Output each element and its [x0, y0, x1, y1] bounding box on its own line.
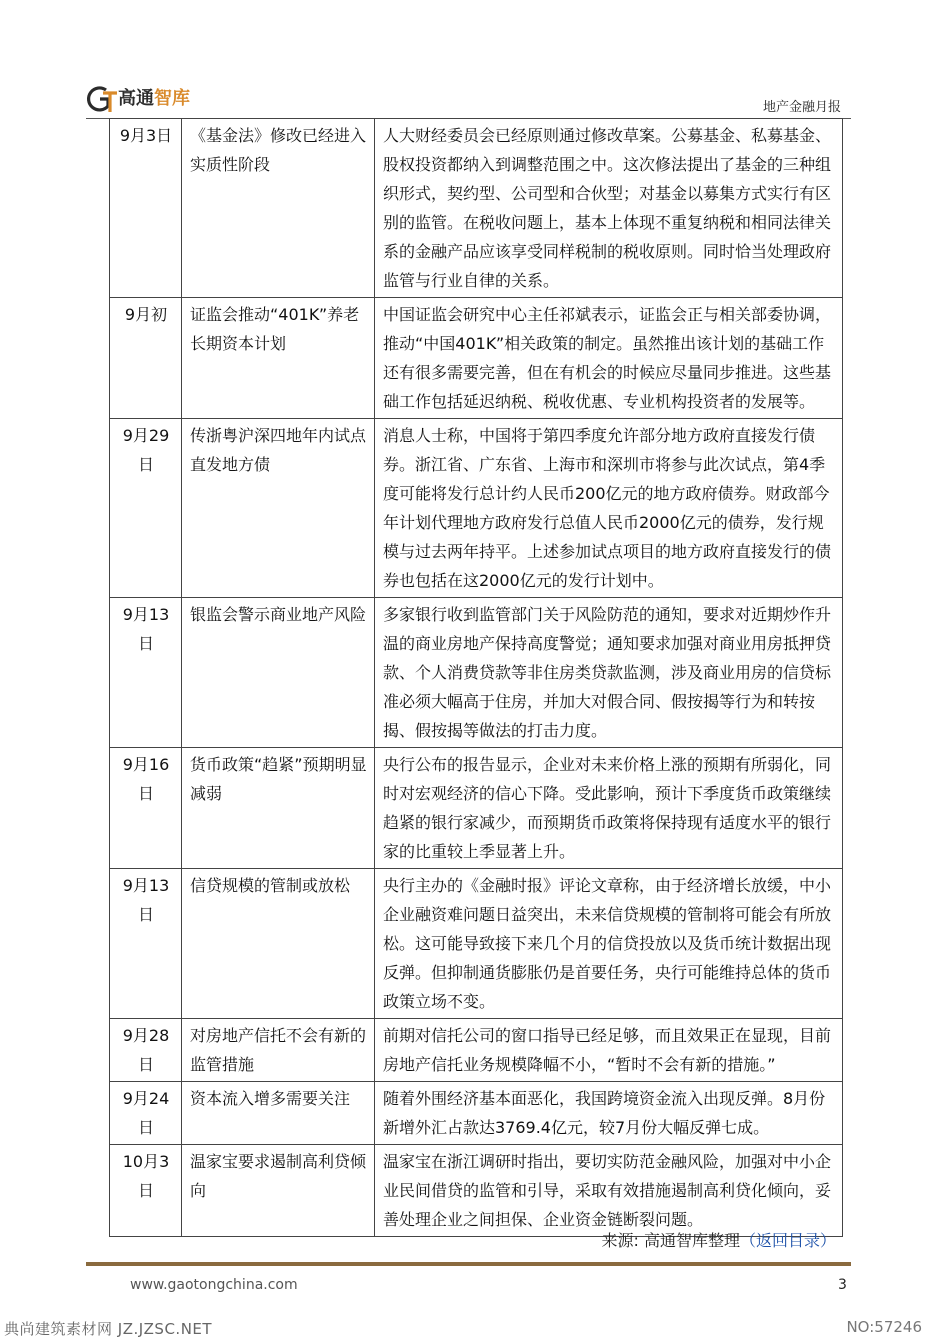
table-row: [110, 598, 843, 748]
row-date: 9月24日: [110, 1082, 182, 1145]
news-table: [109, 118, 843, 1237]
table-row: [110, 1145, 843, 1237]
logo-icon: [86, 84, 118, 114]
table-row: [110, 748, 843, 869]
table-row: [110, 1082, 843, 1145]
row-title: 传浙粤沪深四地年内试点直发地方债: [182, 419, 375, 598]
source-note: [602, 1228, 837, 1251]
row-date: 9月16日: [110, 748, 182, 869]
watermark-left: 典尚建筑素材网 JZ.JZSC.NET: [4, 1320, 213, 1338]
row-body: 央行主办的《金融时报》评论文章称，由于经济增长放缓，中小企业融资难问题日益突出，未来信贷规模的管制将可能会有所放松。这可能导致接下来几个月的信贷投放以及货币统计数据出现反弹。但抑制通货膨胀仍是首要任务，央行可能维持总体的货币政策立场不变。: [375, 869, 843, 1019]
watermark-right: NO:57246: [846, 1318, 922, 1336]
logo: [86, 84, 190, 114]
row-body: 中国证监会研究中心主任祁斌表示，证监会正与相关部委协调，推动“中国401K”相关政策的制定。虽然推出该计划的基础工作还有很多需要完善，但在有机会的时候应尽量同步推进。这些基础工作包括延迟纳税、税收优惠、专业机构投资者的发展等。: [375, 298, 843, 419]
row-date: 9月初: [110, 298, 182, 419]
row-date: 9月29日: [110, 419, 182, 598]
row-body: 央行公布的报告显示，企业对未来价格上涨的预期有所弱化，同时对宏观经济的信心下降。受此影响，预计下季度货币政策继续趋紧的银行家减少，而预期货币政策将保持现有适度水平的银行家的比重较上季显著上升。: [375, 748, 843, 869]
logo-text-main: 高通: [118, 88, 154, 109]
table-row: [110, 119, 843, 298]
row-body: 人大财经委员会已经原则通过修改草案。公募基金、私募基金、股权投资都纳入到调整范围之中。这次修法提出了基金的三种组织形式，契约型、公司型和合伙型；对基金以募集方式实行有区别的监管。在税收问题上，基本上体现不重复纳税和相同法律关系的金融产品应该享受同样税制的税收原则。同时恰当处理政府监管与行业自律的关系。: [375, 119, 843, 298]
row-title: 信贷规模的管制或放松: [182, 869, 375, 1019]
logo-text-accent: 智库: [154, 88, 190, 109]
row-date: 9月3日: [110, 119, 182, 298]
row-date: 9月13日: [110, 598, 182, 748]
logo-text: [118, 84, 190, 114]
row-title: 《基金法》修改已经进入实质性阶段: [182, 119, 375, 298]
row-body: 随着外围经济基本面恶化，我国跨境资金流入出现反弹。8月份新增外汇占款达3769.4亿元，较7月份大幅反弹七成。: [375, 1082, 843, 1145]
row-title: 货币政策“趋紧”预期明显减弱: [182, 748, 375, 869]
row-date: 9月28日: [110, 1019, 182, 1082]
row-body: 前期对信托公司的窗口指导已经足够，而且效果正在显现，目前房地产信托业务规模降幅不小，“暂时不会有新的措施。”: [375, 1019, 843, 1082]
row-title: 银监会警示商业地产风险: [182, 598, 375, 748]
footer-url[interactable]: www.gaotongchina.com: [130, 1277, 298, 1293]
footer-divider: [86, 1262, 851, 1266]
row-body: 温家宝在浙江调研时指出，要切实防范金融风险，加强对中小企业民间借贷的监管和引导，采取有效措施遏制高利贷化倾向，妥善处理企业之间担保、企业资金链断裂问题。: [375, 1145, 843, 1237]
row-title: 对房地产信托不会有新的监管措施: [182, 1019, 375, 1082]
row-title: 证监会推动“401K”养老长期资本计划: [182, 298, 375, 419]
page-number: 3: [838, 1277, 847, 1293]
back-to-contents-link[interactable]: （返回目录）: [739, 1231, 836, 1250]
table-row: [110, 419, 843, 598]
table-row: [110, 298, 843, 419]
page-header: [86, 84, 851, 118]
row-date: 10月3日: [110, 1145, 182, 1237]
table-row: [110, 1019, 843, 1082]
row-title: 资本流入增多需要关注: [182, 1082, 375, 1145]
row-body: 消息人士称，中国将于第四季度允许部分地方政府直接发行债券。浙江省、广东省、上海市和深圳市将参与此次试点，第4季度可能将发行总计约人民币200亿元的地方政府债券。财政部今年计划代理地方政府发行总值人民币2000亿元的债券，发行规模与过去两年持平。上述参加试点项目的地方政府直接发行的债券也包括在这2000亿元的发行计划中。: [375, 419, 843, 598]
table-row: [110, 869, 843, 1019]
row-date: 9月13日: [110, 869, 182, 1019]
row-title: 温家宝要求遏制高利贷倾向: [182, 1145, 375, 1237]
source-label: 来源: 高通智库整理: [601, 1231, 740, 1250]
row-body: 多家银行收到监管部门关于风险防范的通知，要求对近期炒作升温的商业房地产保持高度警觉；通知要求加强对商业用房抵押贷款、个人消费贷款等非住房类贷款监测，涉及商业用房的信贷标准必须大幅高于住房，并加大对假合同、假按揭等行为和转按揭、假按揭等做法的打击力度。: [375, 598, 843, 748]
report-name: 地产金融月报: [762, 100, 841, 115]
